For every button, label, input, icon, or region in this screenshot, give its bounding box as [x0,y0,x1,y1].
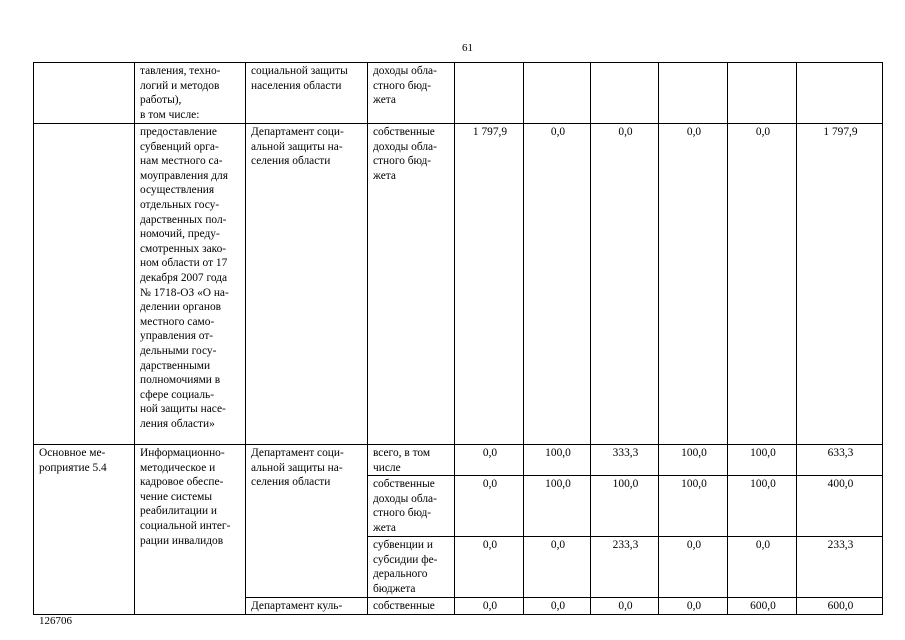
value-cell: 100,0 [591,476,659,537]
activity-name-cell: тавления, техно- логий и методов работы), в том числе: [135,63,246,124]
code-cell [34,63,135,124]
value-cell: 233,3 [591,537,659,598]
value-cell: 1 797,9 [797,124,883,445]
value-cell: 600,0 [797,598,883,615]
code-cell [34,124,135,445]
table-row [34,124,883,445]
value-cell: 0,0 [455,598,524,615]
value-cell: 100,0 [728,445,797,476]
value-cell: 0,0 [591,124,659,445]
value-cell: 0,0 [524,598,591,615]
table-row [34,63,883,124]
value-cell: 0,0 [659,537,728,598]
funding-source-cell: субвенции и субсидии фе- дерального бюджета [368,537,455,598]
value-cell [659,63,728,124]
value-cell: 1 797,9 [455,124,524,445]
value-cell [728,63,797,124]
value-cell: 0,0 [455,537,524,598]
value-cell: 0,0 [524,124,591,445]
value-cell: 100,0 [524,476,591,537]
funding-source-cell: собственные доходы обла- стного бюд- жета [368,124,455,445]
value-cell: 0,0 [728,124,797,445]
value-cell: 100,0 [659,445,728,476]
value-cell: 400,0 [797,476,883,537]
code-cell: Основное ме- роприятие 5.4 [34,445,135,615]
value-cell: 100,0 [659,476,728,537]
value-cell [591,63,659,124]
budget-table [33,62,883,615]
value-cell [524,63,591,124]
value-cell: 633,3 [797,445,883,476]
value-cell: 0,0 [455,476,524,537]
funding-source-cell: доходы обла- стного бюд- жета [368,63,455,124]
value-cell: 233,3 [797,537,883,598]
value-cell: 0,0 [524,537,591,598]
value-cell: 0,0 [659,124,728,445]
page-number: 61 [462,42,473,54]
funding-source-cell: собственные доходы обла- стного бюд- жета [368,476,455,537]
value-cell [455,63,524,124]
value-cell: 0,0 [455,445,524,476]
value-cell: 0,0 [591,598,659,615]
funding-source-cell: всего, в том числе [368,445,455,476]
executor-cell: Департамент соци- альной защиты на- селения области [246,124,368,445]
executor-cell: Департамент куль- [246,598,368,615]
activity-name-cell: предоставление субвенций орга- нам местного са- моуправления для осуществления отдельных госу- дарственных пол- номочий, преду- смотренных зако- ном области от 17 декабря 2007 года № 1718-ОЗ «О на- делении органов местного само- управления от- дельными госу- дарственными полномочиями в сфере социаль- ной защиты насе- ления области» [135,124,246,445]
table-row [34,445,883,476]
value-cell [797,63,883,124]
value-cell: 600,0 [728,598,797,615]
value-cell: 100,0 [524,445,591,476]
value-cell: 0,0 [728,537,797,598]
funding-source-cell: собственные [368,598,455,615]
executor-cell: Департамент соци- альной защиты на- селения области [246,445,368,598]
value-cell: 0,0 [659,598,728,615]
document-id: 126706 [39,615,72,627]
activity-name-cell: Информационно- методическое и кадровое обеспе- чение системы реабилитации и социальной интег- рации инвалидов [135,445,246,615]
value-cell: 333,3 [591,445,659,476]
value-cell: 100,0 [728,476,797,537]
executor-cell: социальной защиты населения области [246,63,368,124]
